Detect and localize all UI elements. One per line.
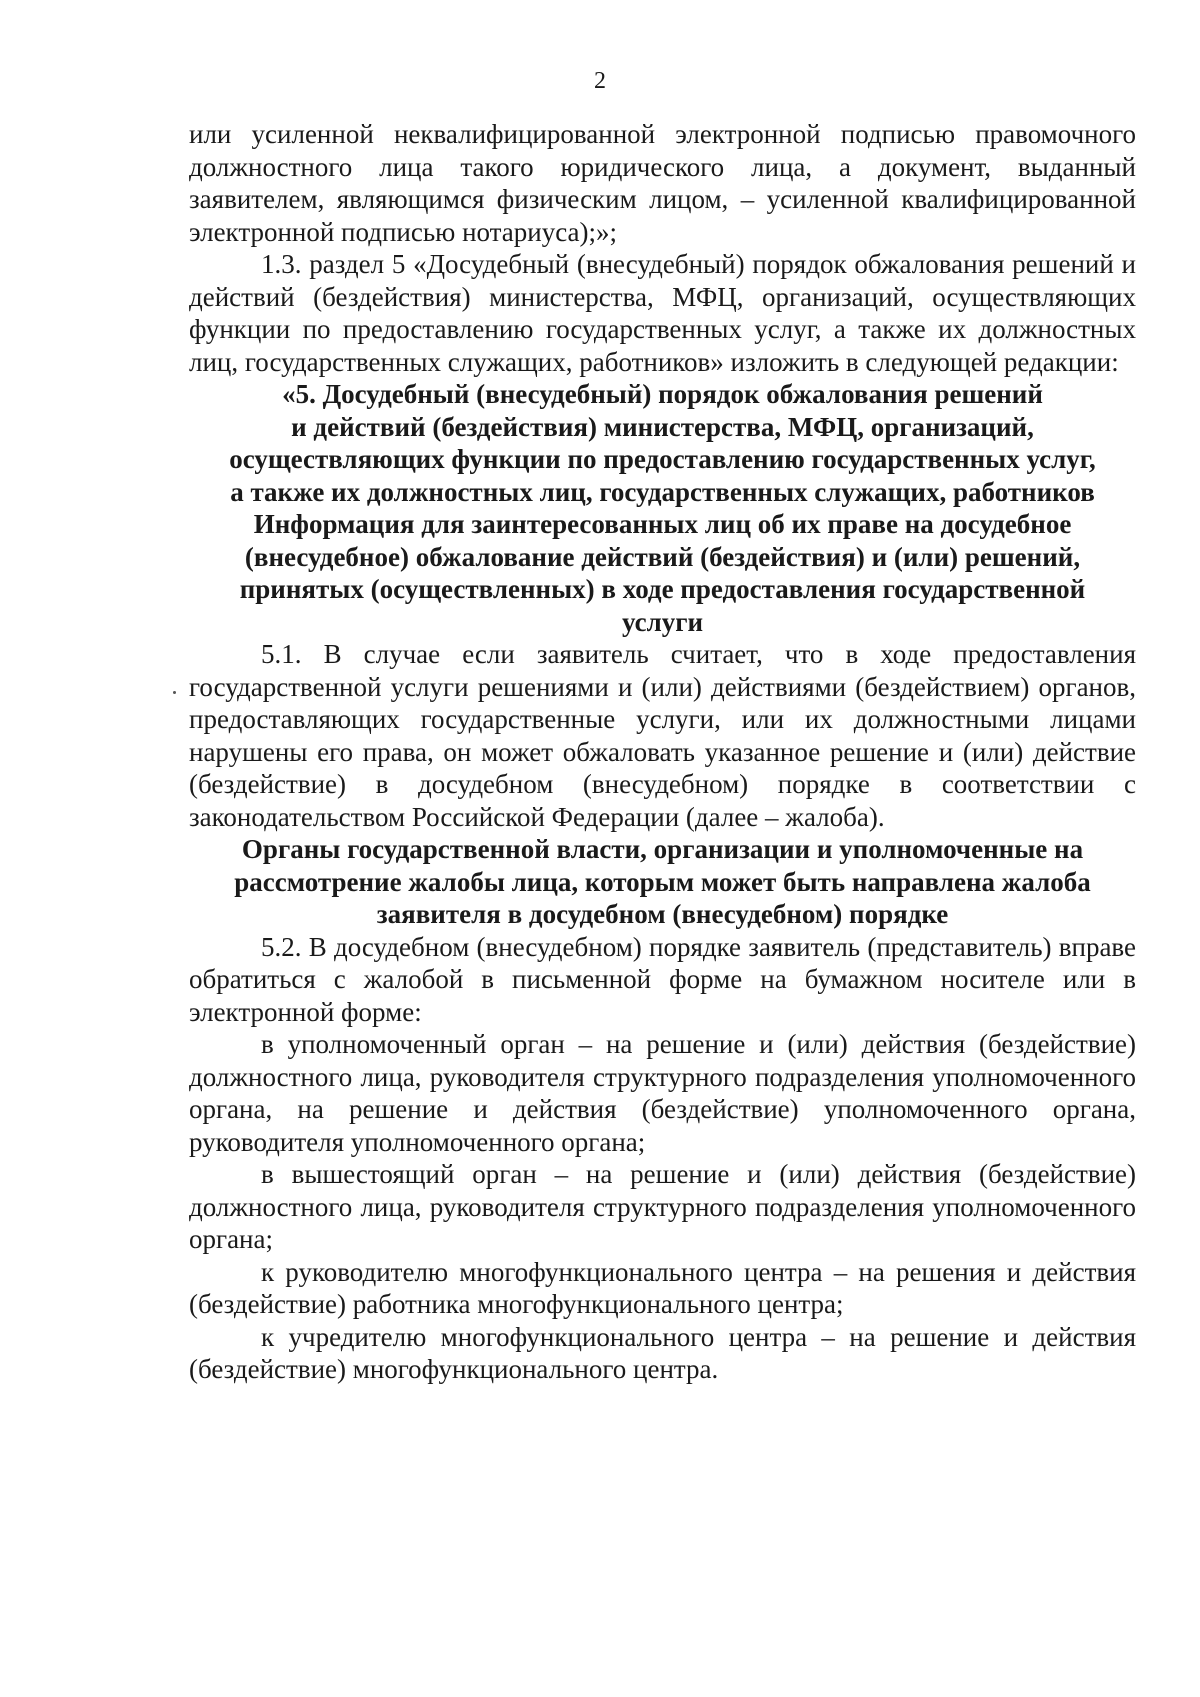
list-item-superior-body: в вышестоящий орган – на решение и (или) действия (бездействие) должностного лица, руководителя структурного подразделения уполномоченного органа; — [189, 1159, 1136, 1254]
paragraph-1-3: 1.3. раздел 5 «Досудебный (внесудебный) порядок обжалования решений и действий (бездействия) министерства, МФЦ, организаций, осуществляющих функции по предоставлению государственных услуг, а также их должностных лиц, государственных служащих, работников» изложить в следующей редакции: — [189, 249, 1136, 377]
section-5-heading-line-4: а также их должностных лиц, государственных служащих, работников — [230, 476, 1095, 507]
info-heading-line-1: Информация для заинтересованных лиц об их праве на досудебное — [253, 509, 1072, 539]
paragraph-5-2: 5.2. В досудебном (внесудебном) порядке заявитель (представитель) вправе обратиться с жалобой в письменной форме на бумажном носителе или в электронной форме: — [189, 931, 1136, 1027]
section-5-heading-line-3: осуществляющих функции по предоставлению государственных услуг, — [229, 444, 1096, 474]
organs-heading-line-2: рассмотрение жалобы лица, которым может быть направлена жалоба — [234, 866, 1091, 897]
paragraph-continuation: или усиленной неквалифицированной электронной подписью правомочного должностного лица такого юридического лица, а документ, выданный заявителем, являющимся физическим лицом, – усиленной квалифицированной электронной подписью нотариуса);»; — [189, 119, 1136, 247]
info-heading-line-4: услуги — [621, 606, 704, 637]
paragraph-5-1: 5.1. В случае если заявитель считает, что в ходе предоставления государственной услуги решениями и (или) действиями (бездействием) органов, предоставляющих государственные услуги, или их должностными лицами нарушены его права, он может обжаловать указанное решение и (или) действие (бездействие) в досудебном (внесудебном) порядке в соответствии с законодательством Российской Федерации (далее – жалоба). — [189, 639, 1136, 832]
organs-heading-line-1: Органы государственной власти, организации и уполномоченные на — [241, 834, 1084, 864]
organs-heading-line-3: заявителя в досудебном (внесудебном) порядке — [376, 899, 949, 929]
scan-speck — [173, 691, 176, 694]
section-5-heading-line-2: и действий (бездействия) министерства, МФЦ, организаций, — [291, 411, 1034, 442]
info-heading-line-3: принятых (осуществленных) в ходе предоставления государственной — [239, 574, 1086, 604]
list-item-mfc-founder: к учредителю многофункционального центра – на решение и действия (бездействие) многофункционального центра. — [189, 1321, 1136, 1384]
page-number: 2 — [594, 68, 606, 94]
document-body — [189, 118, 1136, 1386]
info-heading — [189, 508, 1136, 638]
section-5-heading-line-1: «5. Досудебный (внесудебный) порядок обжалования решений — [282, 379, 1043, 409]
section-5-heading — [189, 378, 1136, 508]
info-heading-line-2: (внесудебное) обжалование действий (бездействия) и (или) решений, — [244, 541, 1081, 572]
organs-heading — [189, 833, 1136, 931]
list-item-authorized-body: в уполномоченный орган – на решение и (или) действия (бездействие) должностного лица, руководителя структурного подразделения уполномоченного органа, на решение и действия (бездействие) уполномоченного органа, руководителя уполномоченного органа; — [189, 1029, 1136, 1157]
list-item-mfc-head: к руководителю многофункционального центра – на решения и действия (бездействие) работника многофункционального центра; — [189, 1256, 1136, 1319]
